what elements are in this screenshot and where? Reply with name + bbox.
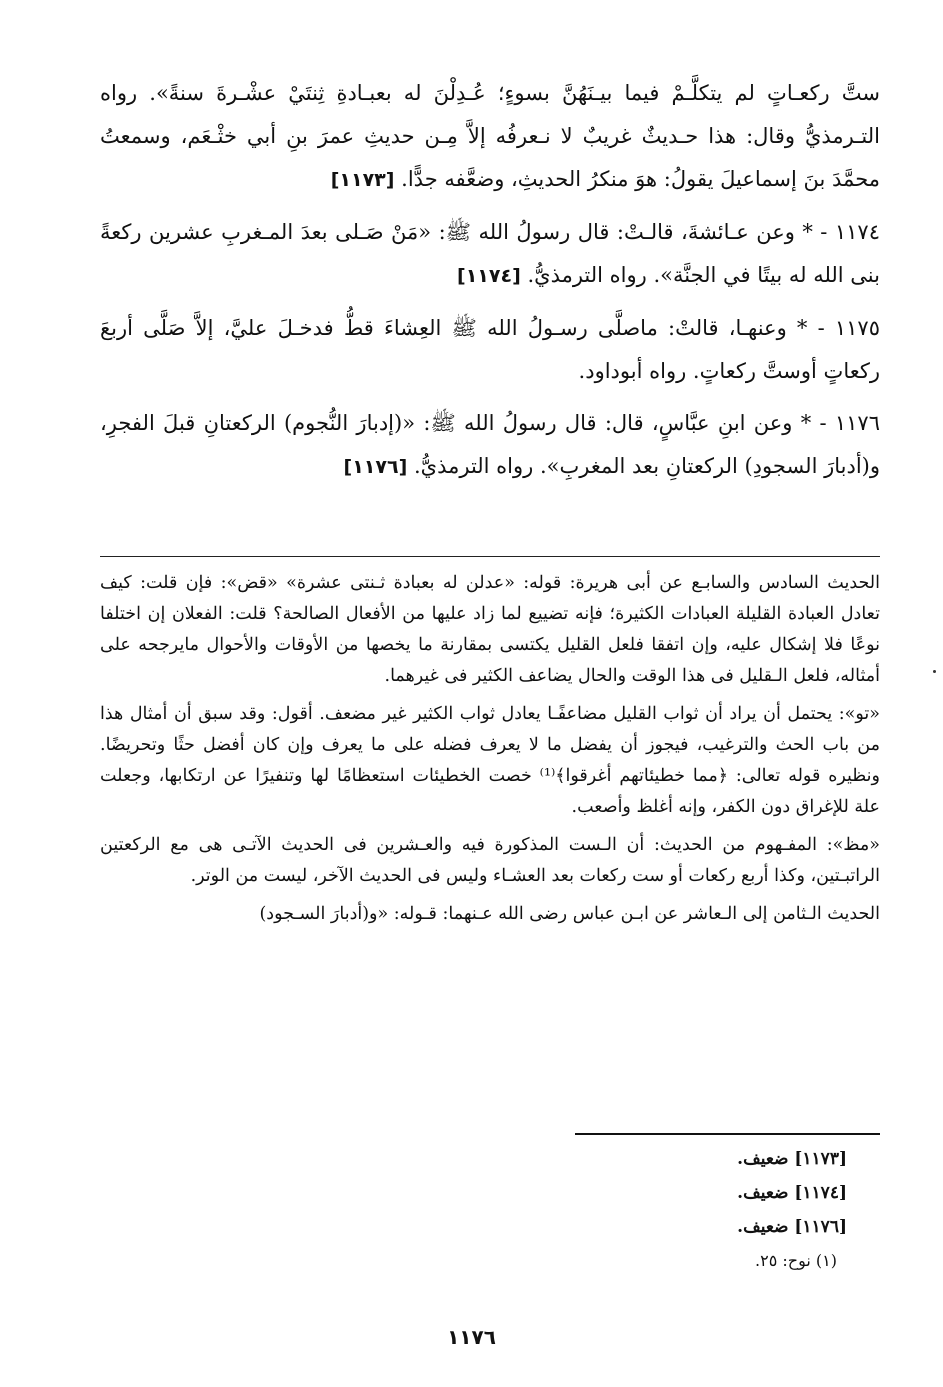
- footnote-1173: [١١٧٣] ضعيف.: [737, 1149, 847, 1169]
- hadith-1176: [100, 402, 880, 489]
- footnote-divider: [575, 1133, 880, 1135]
- page-number: ١١٧٦: [447, 1325, 496, 1349]
- hadith-reference: [١١٧٤]: [457, 265, 521, 287]
- hadith-text: ستَّ ركعـاتٍ لم يتكلَّـمْ فيما بيـنَهُنَّ بسوءٍ؛ عُـدِلْنَ له بعبـادةِ ثِنتَيْ عشْـرةَ سنةً». رواه التـرمذيُّ وقال: هذا حـديثٌ غريبٌ لا نـعرفُه إلاَّ مِـن حديثِ عمرَ بنِ أبي خثْـعَم، وسمعتُ محمَّدَ بنَ إسماعيلَ يقولُ: هوَ منكرُ الحديثِ، وضعَّفه جدًّا.: [100, 81, 880, 191]
- footnote-1176: [١١٧٦] ضعيف.: [737, 1217, 847, 1237]
- hadith-reference: [١١٧٦]: [343, 456, 408, 478]
- hadith-reference: [١١٧٣]: [330, 169, 395, 191]
- hadith-text: ١١٧٥ - * وعنهـا، قالتْ: ماصلَّى رسـولُ الله ﷺ العِشاءَ قطُّ فدخـلَ عليَّ، إلاَّ صَلَّى أربعَ ركعاتٍ أوستَّ ركعاتٍ. رواه أبوداود.: [100, 316, 880, 383]
- commentary-paragraph: الحديث الـثامن إلى الـعاشر عن ابـن عباس رضى الله عـنهما: قـوله: «و(أدبارَ السـجود): [259, 904, 880, 924]
- footnotes: [447, 1148, 847, 1272]
- hadith-1173-continuation: [100, 72, 880, 202]
- section-divider: [100, 556, 880, 557]
- commentary-paragraph: «مظ»: المفـهوم من الحديث: أن الـست المذكورة فيه والعـشرين فى الحديث الآتـى هى مع الركعتين الراتبـتين، وكذا أربع ركعات أو ست ركعات بعد العشـاء وليس فى الحديث الآخر، ليست من الوتر.: [100, 835, 880, 886]
- hadith-text: ١١٧٤ - * وعن عـائشةَ، قالـتْ: قال رسولُ الله ﷺ: «مَنْ صَـلى بعدَ المـغربِ عشرين ركعةً بنى الله له بيتًا في الجنَّة». رواه الترمذيُّ.: [100, 220, 880, 287]
- footnote-1174: [١١٧٤] ضعيف.: [737, 1183, 847, 1203]
- commentary-paragraph: الحديث السادس والسابـع عن أبى هريرة: قوله: «عدلن له بعبادة ثـنتى عشرة» «قض»: فإن قلت: كيف تعادل العبادة القليلة العبادات الكثيرة؛ فإنه تضييع لما زاد عليها من الأفعال الصالحة؟ قلت: الفعلان إن اختلفا نوعًا فلا إشكال عليه، وإن اتفقا فلعل القليل يكتسى بمقارنة ما يخصها من الأوقات والأحوال مايرجحه على أمثاله، فلعل الـقليل فى هذا الوقت والحال يضاعف الكثير فى غيرهما.: [100, 573, 880, 686]
- main-text: [100, 72, 880, 489]
- commentary-paragraph: «تو»: يحتمل أن يراد أن ثواب القليل مضاعفًـا يعادل ثواب الكثير غير مضعف. أقول: وقد سبق أن أمثال هذا من باب الحث والترغيب، فيجوز أن يفضل ما لا يعرف فضله على ما يعرف وإن كان أفضل حثًا وتحريضًا. ونظيره قوله تعالى: ﴿مما خطيئاتهم أغرقوا﴾⁽¹⁾ خصت الخطيئات استعظامًا لها وتنفيرًا عن ارتكابها، وجعلت علة للإغراق دون الكفر، وإنه أغلظ وأصعب.: [100, 704, 880, 817]
- hadith-1174: [100, 211, 880, 298]
- hadith-1175: [100, 307, 880, 393]
- commentary-section: [100, 568, 880, 937]
- margin-speck: [933, 670, 936, 673]
- hadith-text: ١١٧٦ - * وعن ابنِ عبَّاسٍ، قال: قال رسولُ الله ﷺ: «(إدبارَ النُّجوم) الركعتانِ قبلَ الفجرِ، و(أدبارَ السجودِ) الركعتانِ بعد المغربِ». رواه الترمذيُّ.: [100, 411, 880, 478]
- footnote-source-1: (١) نوح: ٢٥.: [755, 1251, 837, 1270]
